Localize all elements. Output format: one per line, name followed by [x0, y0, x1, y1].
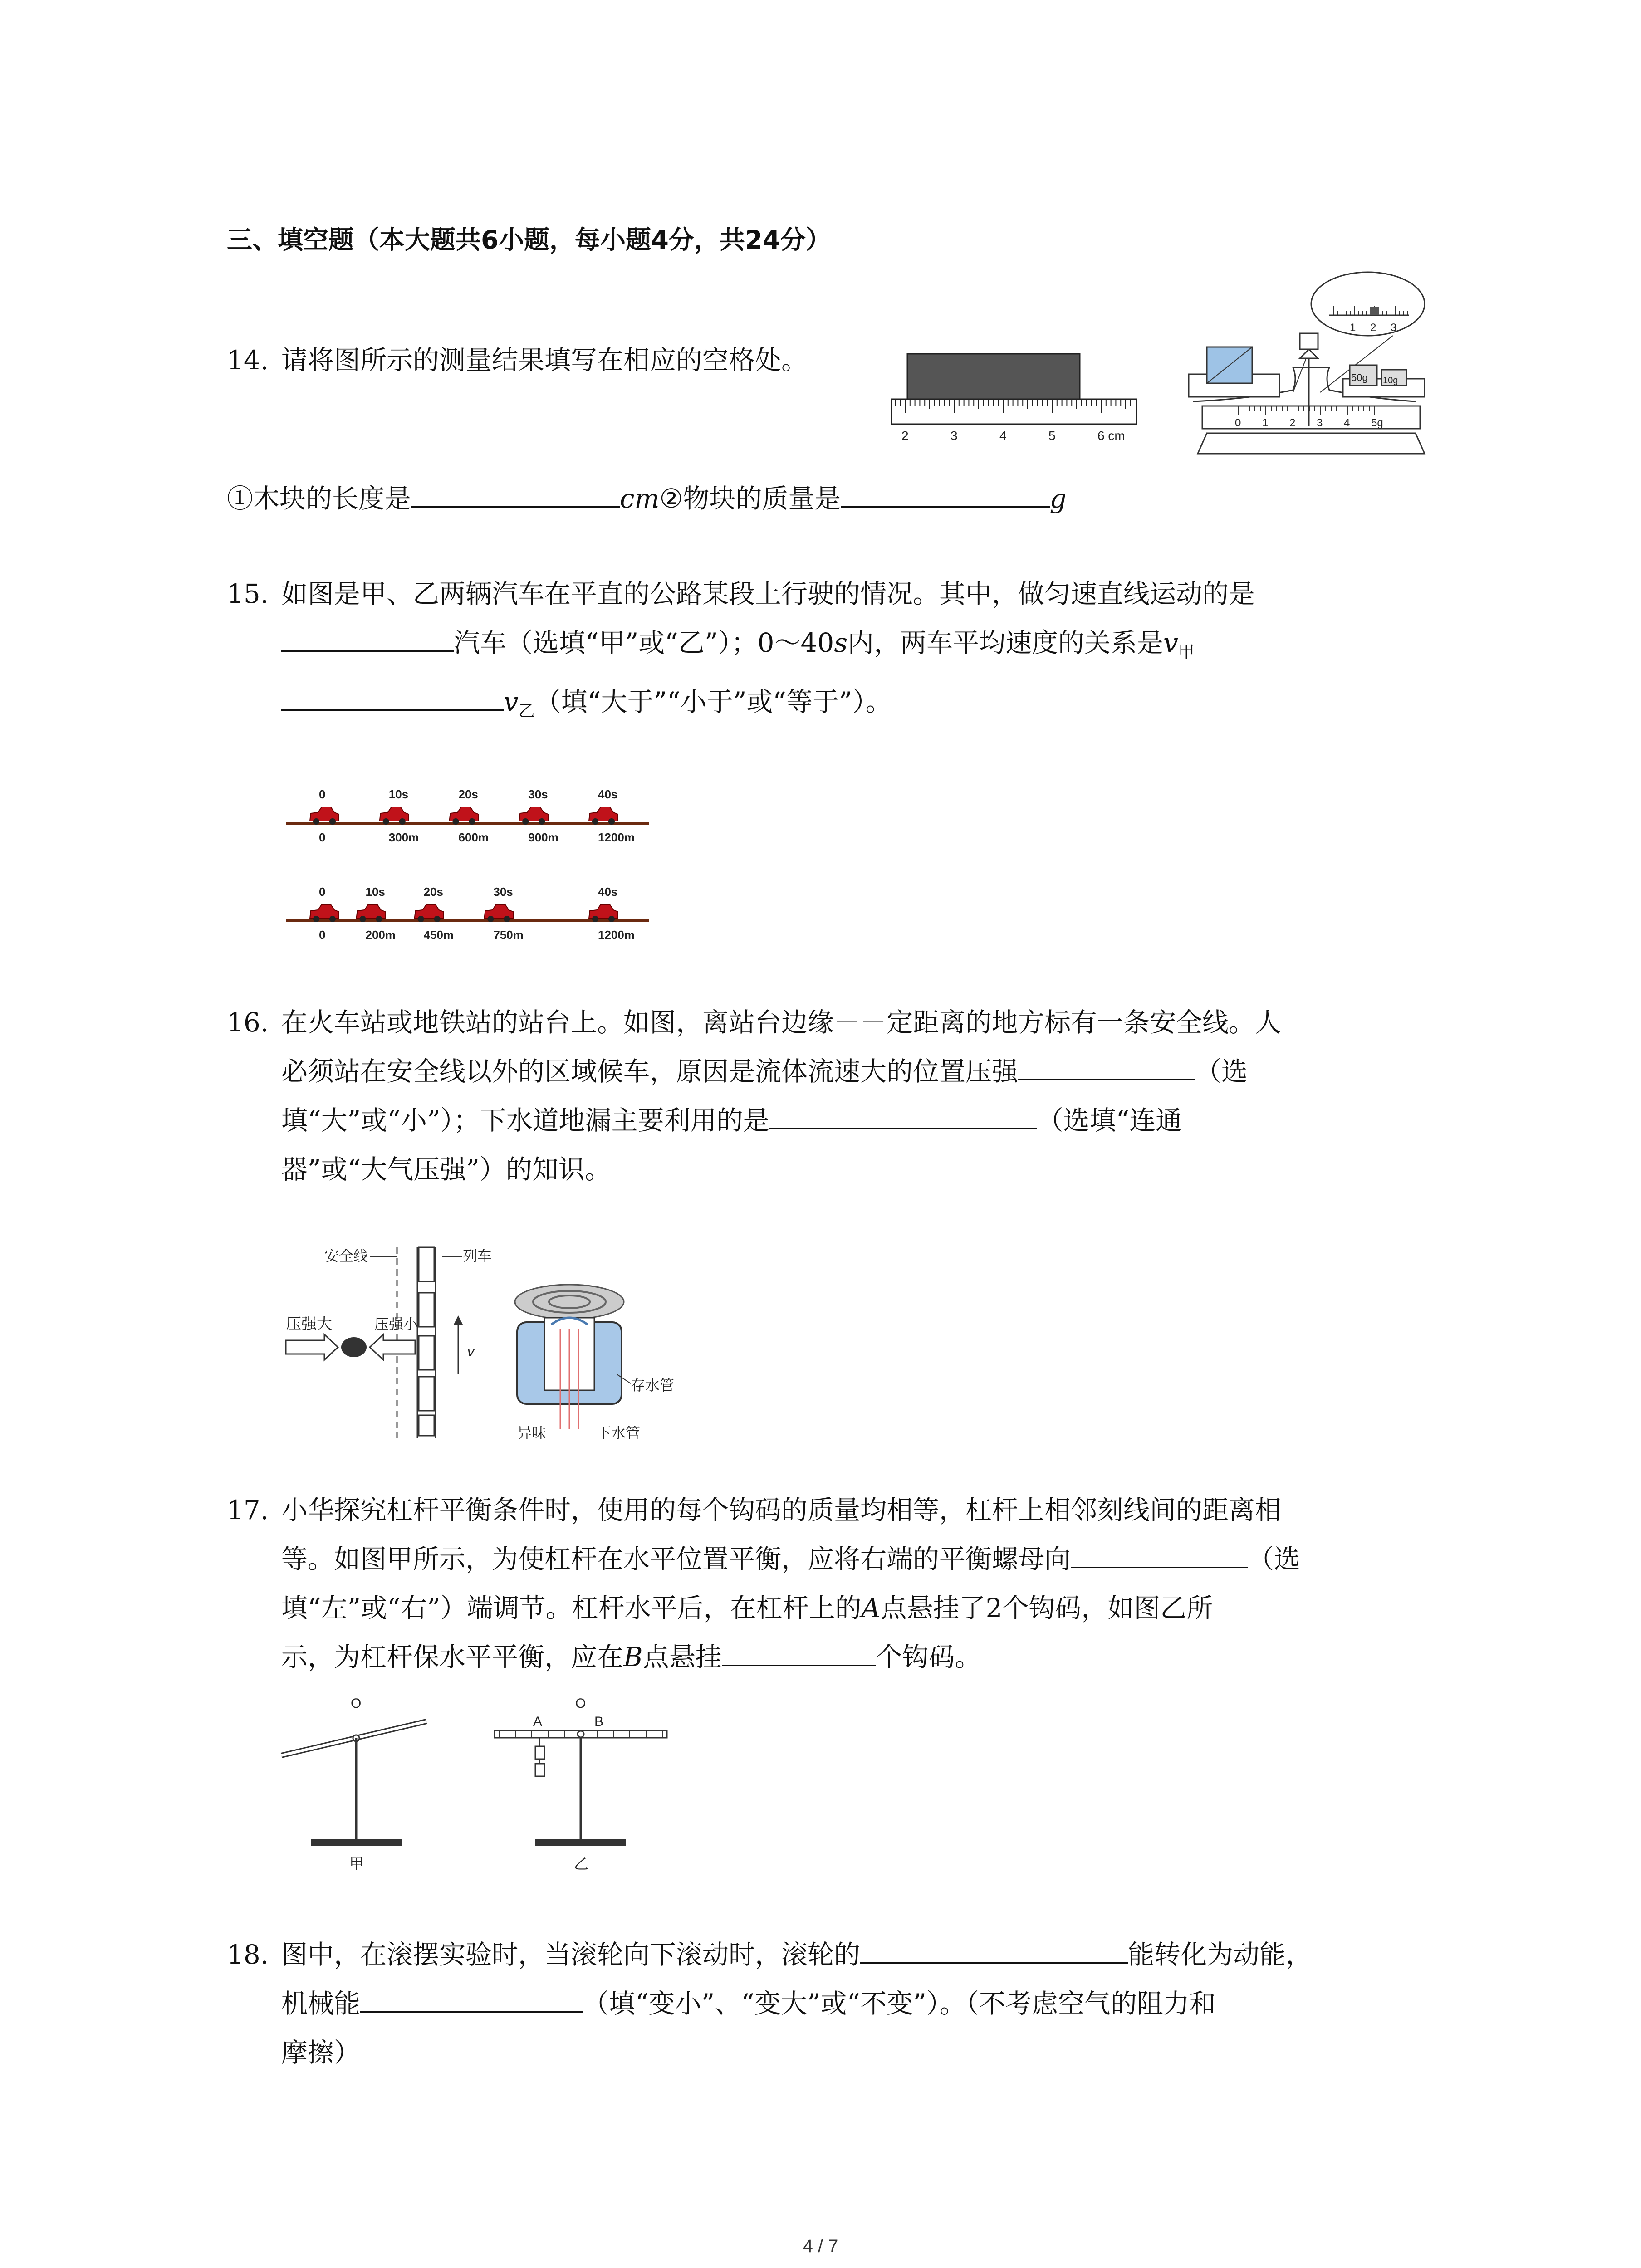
answer-blank-direction[interactable] [1071, 1535, 1248, 1568]
caption-yi: 乙 [574, 1856, 589, 1872]
distance-label: 200m [365, 928, 396, 942]
zoom-bubble [1311, 272, 1425, 336]
answer-blank-energy[interactable] [860, 1931, 1128, 1964]
train-car [419, 1336, 434, 1370]
unit-g: g [1049, 483, 1067, 514]
answer-blank-hooks[interactable] [722, 1633, 876, 1666]
distance-label: 750m [493, 928, 524, 942]
arrow-pressure-big [286, 1334, 338, 1360]
subscript-jia: 甲 [1178, 643, 1195, 662]
question-text-line2b: 内，两车平均速度的关系是 [847, 627, 1164, 658]
hook-weight-1 [535, 1746, 544, 1759]
question-text-line3a: 填“大”或“小”）；下水道地漏主要利用的是 [281, 1105, 769, 1136]
question-15 [227, 569, 1452, 736]
lever-figure [277, 1687, 685, 1882]
question-text-line2a: 汽车（选填“甲”或“乙”）；0～40 [454, 627, 834, 658]
time-label: 0 [319, 787, 326, 801]
question-text-line2a: 机械能 [281, 1988, 361, 2019]
unit-s: s [834, 627, 848, 658]
zoom-rider [1370, 307, 1379, 315]
question-text-line3a: 填“左”或“右”）端调节。杠杆水平后，在杠杆上的 [281, 1593, 862, 1623]
answer-blank-pressure[interactable] [1018, 1047, 1195, 1080]
ruler-tick-label: 4 [999, 429, 1007, 443]
label-odor: 异味 [517, 1425, 547, 1441]
symbol-v: v [504, 686, 519, 717]
question-text-line4c: 个钩码。 [876, 1642, 981, 1672]
answer-prompt-1: ①木块的长度是 [227, 483, 411, 514]
balance-figure [1180, 270, 1434, 469]
scale-tick-label: 0 [1235, 417, 1241, 429]
ruler-tick-label: 6 cm [1097, 429, 1125, 443]
zoom-tick-2: 2 [1370, 322, 1376, 334]
train-car [419, 1377, 434, 1411]
question-text-line4b: 点悬挂 [642, 1642, 722, 1672]
cars-figure [281, 780, 658, 962]
time-label: 10s [365, 885, 385, 899]
weight-label-50g: 50g [1351, 372, 1368, 383]
unit-cm: cm [620, 483, 660, 514]
time-label: 0 [319, 885, 326, 899]
label-pressure-big: 压强大 [286, 1315, 332, 1333]
lever-label-B: B [594, 1714, 604, 1729]
question-14-answers [227, 474, 1452, 523]
answer-blank-mass[interactable] [841, 474, 1050, 508]
question-text-line3b: 点悬挂了2个钩码，如图乙所 [880, 1593, 1213, 1623]
subscript-yi: 乙 [518, 702, 535, 721]
question-text-line3: 摩擦） [281, 2037, 361, 2068]
person-icon [341, 1337, 367, 1357]
question-text: 请将图所示的测量结果填写在相应的空格处。 [281, 345, 808, 376]
ruler-tick-label: 2 [901, 429, 909, 443]
ruler-tick-label: 5 [1048, 429, 1056, 443]
scale-tick-label: 3 [1317, 417, 1323, 429]
question-17 [227, 1486, 1452, 1681]
question-number: 14. [227, 345, 269, 376]
wood-block [907, 354, 1080, 399]
ruler-tick-label: 3 [950, 429, 958, 443]
distance-label: 450m [423, 928, 454, 942]
label-sewer: 下水管 [597, 1425, 641, 1441]
time-label: 30s [493, 885, 513, 899]
label-v: v [467, 1344, 474, 1359]
train-car [419, 1415, 434, 1436]
pivot-label-yi: O [575, 1696, 586, 1711]
label-safety-line: 安全线 [324, 1248, 368, 1264]
distance-label: 0 [319, 928, 326, 942]
label-pressure-small: 压强小 [374, 1316, 418, 1332]
question-18 [227, 1930, 1452, 2077]
distance-label: 600m [458, 831, 489, 844]
train-car [419, 1247, 434, 1281]
question-text-line2b: （选 [1195, 1056, 1248, 1087]
time-label: 10s [388, 787, 409, 801]
answer-blank-drain[interactable] [769, 1096, 1037, 1129]
point-A: A [861, 1593, 881, 1623]
point-B: B [623, 1642, 643, 1672]
arrow-pressure-small [370, 1334, 415, 1360]
hook-weight-2 [535, 1764, 544, 1776]
caption-jia: 甲 [349, 1856, 364, 1872]
question-text-line2a: 必须站在安全线以外的区域候车，原因是流体流速大的位置压强 [281, 1056, 1019, 1087]
time-label: 40s [598, 787, 618, 801]
page-number: 4 / 7 [803, 2236, 838, 2256]
zoom-tick-1: 1 [1350, 322, 1356, 334]
question-text-line2a: 等。如图甲所示，为使杠杆在水平位置平衡，应将右端的平衡螺母向 [281, 1544, 1071, 1574]
time-label: 40s [598, 885, 618, 899]
question-number: 15. [227, 578, 269, 609]
answer-blank-uniform-car[interactable] [281, 619, 454, 652]
platform-figure [281, 1238, 492, 1442]
answer-prompt-2: ②物块的质量是 [659, 483, 841, 514]
distance-label: 0 [319, 831, 326, 844]
question-text-line1: 小华探究杠杆平衡条件时，使用的每个钩码的质量均相等，杠杆上相邻刻线间的距离相 [281, 1495, 1282, 1525]
distance-label: 1200m [598, 831, 635, 844]
label-water-pipe: 存水管 [631, 1377, 675, 1393]
weight-label-10g: 10g [1383, 376, 1398, 386]
train-car [419, 1293, 434, 1327]
distance-label: 300m [388, 831, 419, 844]
answer-blank-speed-compare[interactable] [281, 678, 504, 711]
question-text-line1: 如图是甲、乙两辆汽车在平直的公路某段上行驶的情况。其中，做匀速直线运动的是 [281, 578, 1255, 609]
time-label: 20s [423, 885, 444, 899]
scale-tick-label: 4 [1344, 417, 1350, 429]
lever-label-A: A [533, 1714, 543, 1729]
label-train: 列车 [463, 1248, 492, 1264]
section-title: 三、填空题（本大题共6小题，每小题4分，共24分） [227, 225, 831, 255]
question-number: 17. [227, 1495, 269, 1525]
question-text-line1: 在火车站或地铁站的站台上。如图，离站台边缘－－定距离的地方标有一条安全线。人 [281, 1007, 1282, 1038]
question-text-line1a: 图中，在滚摆实验时，当滚轮向下滚动时，滚轮的 [281, 1939, 861, 1970]
ruler-figure [889, 349, 1143, 454]
question-number: 18. [227, 1939, 269, 1970]
question-text-line2b: （选 [1248, 1544, 1301, 1574]
pivot-label-jia: O [351, 1696, 362, 1711]
question-text-line4a: 示，为杠杆保水平平衡，应在 [281, 1642, 624, 1672]
question-text-line3b: （填“大于”“小于”或“等于”）。 [534, 686, 892, 717]
question-text-line1b: 能转化为动能， [1128, 1939, 1313, 1970]
distance-label: 1200m [598, 928, 635, 942]
question-text-line3b: （选填“连通 [1037, 1105, 1182, 1136]
question-text-line2b: （填“变小”、“变大”或“不变”）。（不考虑空气的阻力和 [583, 1988, 1216, 2019]
distance-label: 900m [528, 831, 558, 844]
lever-yi [495, 1696, 667, 1872]
scale-tick-label: 5g [1371, 417, 1383, 429]
question-number: 16. [227, 1007, 269, 1038]
time-label: 30s [528, 787, 548, 801]
scale-tick-label: 2 [1289, 417, 1296, 429]
lever-jia [281, 1696, 426, 1872]
zoom-tick-3: 3 [1391, 322, 1397, 334]
answer-blank-mech-energy[interactable] [360, 1980, 583, 2013]
ruler-body [892, 399, 1136, 424]
question-text-line4: 器”或“大气压强”）的知识。 [281, 1154, 611, 1185]
drain-figure [508, 1279, 699, 1452]
drain-grate [515, 1285, 624, 1319]
symbol-v: v [1163, 627, 1178, 658]
answer-blank-length[interactable] [411, 474, 620, 508]
time-label: 20s [458, 787, 478, 801]
question-16 [227, 998, 1452, 1194]
scale-tick-label: 1 [1262, 417, 1269, 429]
balance-base [1198, 433, 1425, 454]
